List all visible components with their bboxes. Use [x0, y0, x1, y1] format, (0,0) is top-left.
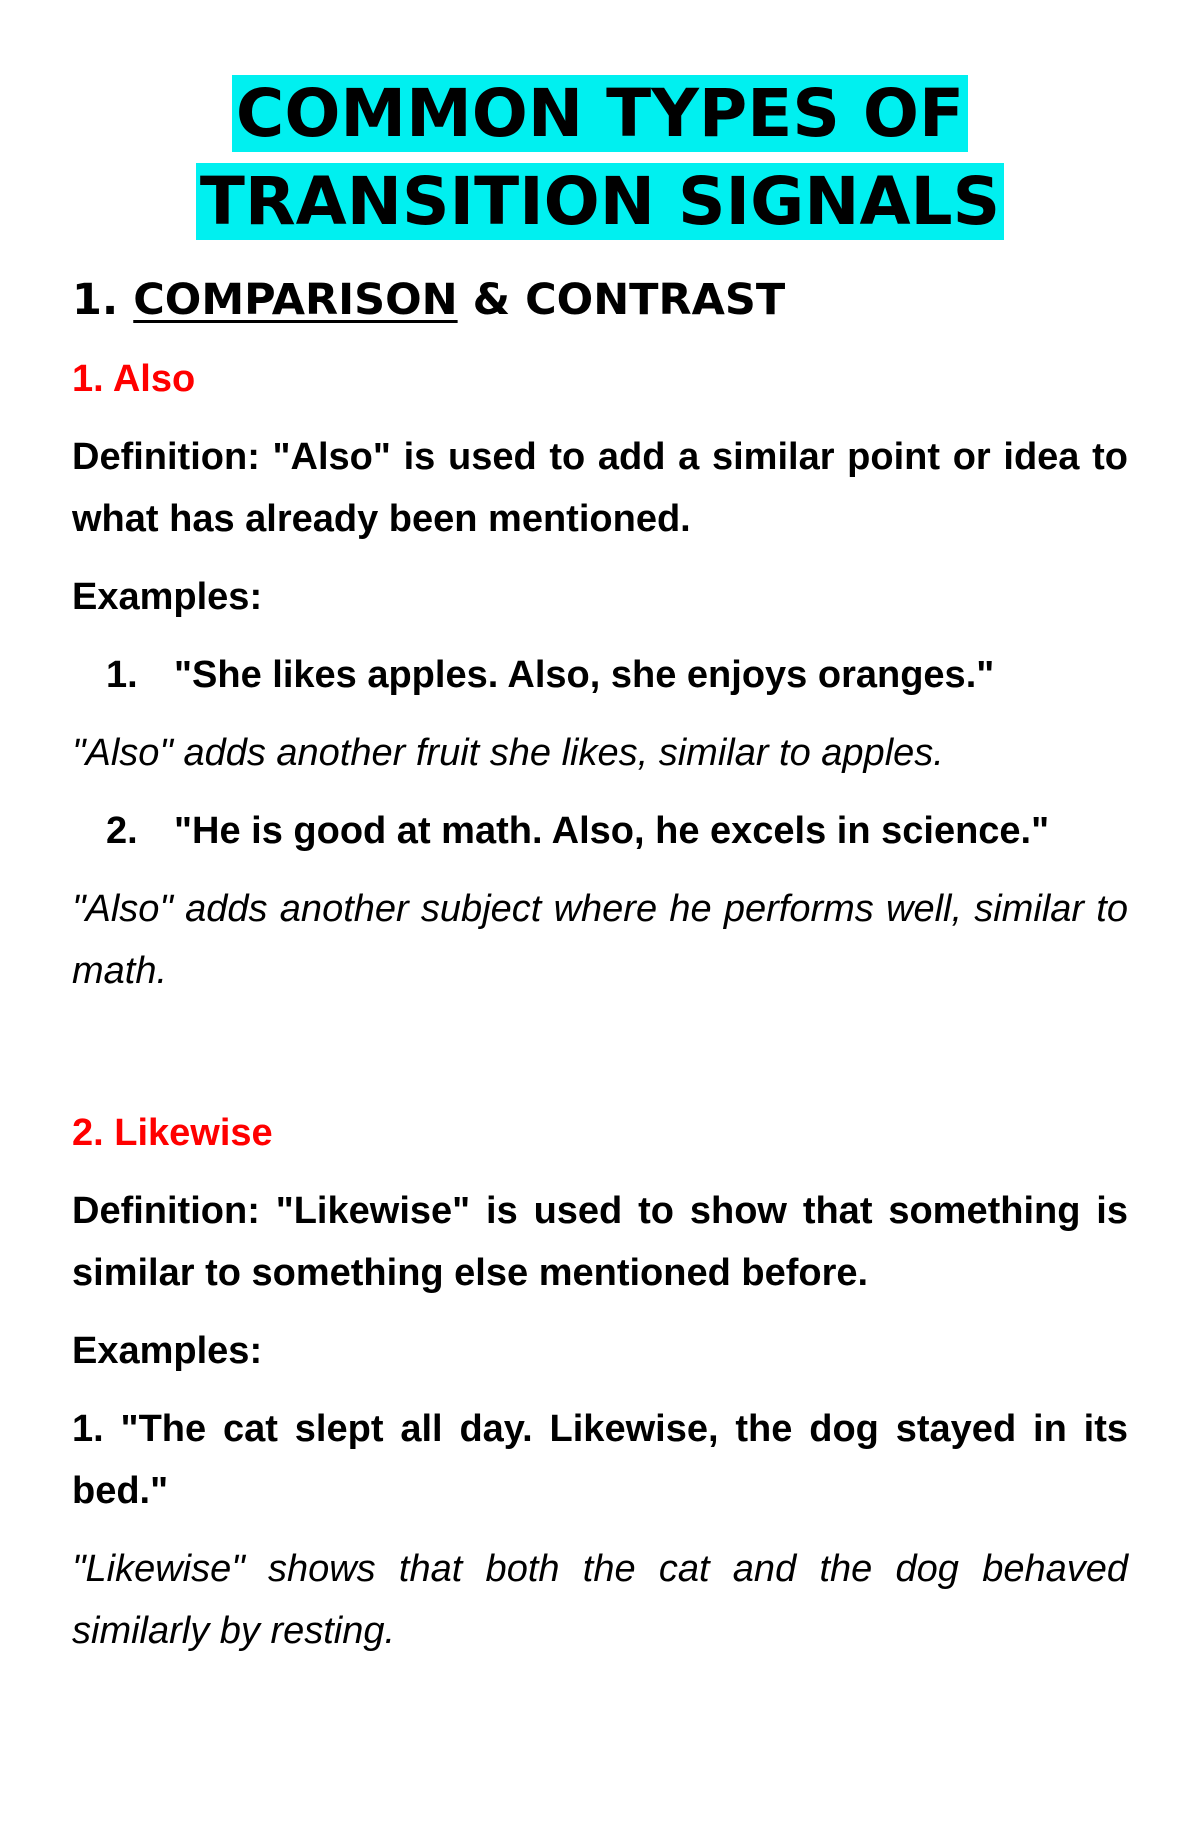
section-rest: & CONTRAST	[472, 275, 786, 325]
example-explanation: "Also" adds another fruit she likes, similar to apples.	[72, 732, 944, 774]
example-text: "He is good at math. Also, he excels in science."	[174, 810, 1050, 852]
item-definition: Definition: "Likewise" is used to show that something is similar to something else mentioned before.	[72, 1190, 1128, 1294]
transition-item-likewise	[72, 1102, 1128, 1662]
section-underlined-word: COMPARISON	[133, 275, 458, 325]
example-explanation: "Also" adds another subject where he performs well, similar to math.	[72, 888, 1128, 992]
section-number: 1.	[72, 275, 119, 325]
item-heading: 1. Also	[72, 358, 196, 400]
example-text: 1. "The cat slept all day. Likewise, the dog stayed in its bed."	[72, 1408, 1128, 1512]
title-line-1: COMMON TYPES OF	[232, 75, 968, 152]
example-item	[72, 644, 1128, 706]
item-heading: 2. Likewise	[72, 1112, 273, 1154]
spacer	[72, 1002, 1128, 1082]
document-page	[72, 70, 1128, 1662]
example-number: 1.	[106, 654, 138, 696]
item-definition: Definition: "Also" is used to add a similar point or idea to what has already been mentioned.	[72, 436, 1128, 540]
example-explanation: "Likewise" shows that both the cat and the dog behaved similarly by resting.	[72, 1548, 1128, 1652]
page-title	[72, 70, 1128, 246]
example-number: 2.	[106, 810, 138, 852]
examples-label: Examples:	[72, 1330, 263, 1372]
section-heading	[72, 272, 1128, 328]
examples-label: Examples:	[72, 576, 263, 618]
transition-item-also	[72, 348, 1128, 1002]
example-item	[72, 800, 1128, 862]
title-line-2: TRANSITION SIGNALS	[196, 163, 1004, 240]
example-text: "She likes apples. Also, she enjoys oranges."	[174, 654, 995, 696]
